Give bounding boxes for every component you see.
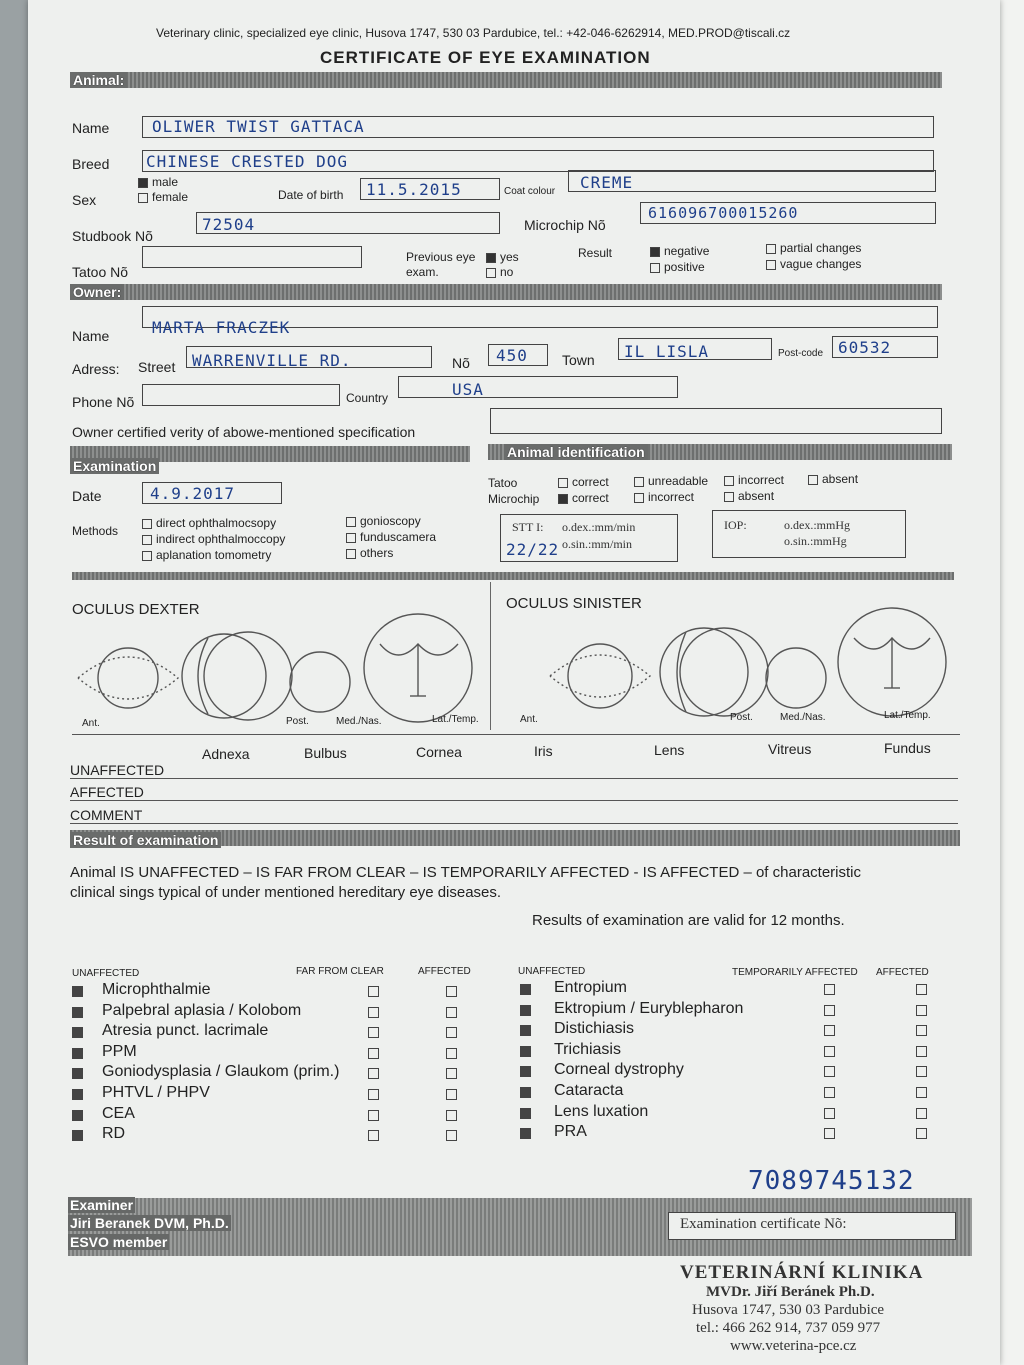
left-disease-label: Palpebral aplasia / Kolobom — [102, 1001, 302, 1019]
right-header-unaffected: UNAFFECTED — [518, 966, 586, 977]
microchip-absent-checkbox[interactable] — [724, 492, 734, 502]
left-affected-checkbox[interactable] — [446, 1048, 457, 1059]
unaffected-row-label: UNAFFECTED — [70, 762, 165, 778]
left-unaffected-checkbox[interactable] — [72, 1007, 83, 1018]
od-post-label: Post. — [286, 716, 309, 727]
comment-rule — [70, 823, 958, 824]
left-unaffected-checkbox[interactable] — [72, 1027, 83, 1038]
prev-no-label: no — [500, 265, 514, 279]
tatoo-incorrect-option[interactable] — [724, 473, 784, 487]
col-iris: Iris — [534, 743, 553, 759]
method-gonioscopy[interactable] — [346, 514, 421, 528]
left-header-far-from-clear: FAR FROM CLEAR — [296, 966, 384, 977]
left-disease-label: RD — [102, 1125, 126, 1143]
method-funduscamera-checkbox[interactable] — [346, 533, 356, 543]
right-unaffected-checkbox[interactable] — [520, 1025, 531, 1036]
stt-label: STT I: — [512, 520, 544, 534]
os-ant-label: Ant. — [520, 714, 538, 725]
left-affected-checkbox[interactable] — [446, 986, 457, 997]
town-label: Town — [562, 352, 595, 368]
owner-band — [70, 284, 942, 300]
unaffected-rule — [70, 778, 958, 779]
negative-option[interactable] — [650, 244, 709, 258]
right-unaffected-checkbox[interactable] — [520, 1066, 531, 1077]
owner-name-value: MARTA FRACZEK — [152, 318, 291, 337]
dob-value: 11.5.2015 — [366, 180, 462, 199]
comment-row-label: COMMENT — [70, 807, 143, 823]
microchip-incorrect-option[interactable] — [634, 490, 694, 504]
negative-checkbox[interactable] — [650, 247, 660, 257]
breed-value: CHINESE CRESTED DOG — [146, 152, 349, 171]
method-gonioscopy-checkbox[interactable] — [346, 517, 356, 527]
partial-option[interactable] — [766, 241, 861, 255]
method-others-label: others — [360, 546, 394, 560]
negative-label: negative — [664, 244, 710, 258]
od-ant-label: Ant. — [82, 718, 100, 729]
examiner-section-label: Examiner — [70, 1197, 134, 1213]
result-section-label: Result of examination — [70, 832, 221, 848]
exam-date-value: 4.9.2017 — [150, 484, 236, 503]
method-indirect[interactable] — [142, 532, 285, 546]
result-statement-line1: Animal IS UNAFFECTED – IS FAR FROM CLEAR – IS TEMPORARILY AFFECTED - IS AFFECTED – of characteristic — [70, 864, 862, 881]
method-direct-checkbox[interactable] — [142, 519, 152, 529]
coat-label: Coat colour — [504, 186, 556, 197]
stamp-phone: tel.: 466 262 914, 737 059 977 — [696, 1320, 881, 1336]
tatoo-unreadable-option[interactable] — [634, 474, 708, 488]
sex-label: Sex — [72, 192, 97, 208]
right-disease-label: Trichiasis — [554, 1040, 621, 1058]
oculus-sinister-label: OCULUS SINISTER — [506, 595, 642, 612]
country-value: USA — [452, 380, 484, 399]
examiner-esvo: ESVO member — [70, 1234, 168, 1250]
clinic-header: Veterinary clinic, specialized eye clinic, Husova 1747, 530 03 Pardubice, tel.: +42-046-6262914, MED.PROD@tiscali.cz — [156, 26, 791, 40]
method-tonometry-checkbox[interactable] — [142, 551, 152, 561]
positive-option[interactable] — [650, 260, 705, 274]
method-tonometry-label: aplanation tomometry — [156, 548, 272, 562]
right-affected-checkbox[interactable] — [916, 1087, 927, 1098]
prev-exam-label: Previous eye — [406, 250, 476, 264]
method-gonioscopy-label: gonioscopy — [360, 514, 421, 528]
left-affected-checkbox[interactable] — [446, 1110, 457, 1121]
postcode-value: 60532 — [838, 338, 892, 357]
left-mid-checkbox[interactable] — [368, 1089, 379, 1100]
columns-top-rule — [72, 734, 960, 735]
female-label: female — [152, 190, 189, 204]
right-disease-label: Cataracta — [554, 1082, 624, 1099]
col-fundus: Fundus — [884, 740, 931, 756]
method-others[interactable] — [346, 546, 393, 560]
os-lattemp-label: Lat./Temp. — [884, 710, 931, 721]
left-mid-checkbox[interactable] — [368, 1027, 379, 1038]
microchip-correct-checkbox[interactable] — [558, 494, 568, 504]
phone-label: Phone Nõ — [72, 394, 135, 410]
right-unaffected-checkbox[interactable] — [520, 1087, 531, 1098]
right-affected-checkbox[interactable] — [916, 1046, 927, 1057]
left-mid-checkbox[interactable] — [368, 1048, 379, 1059]
left-affected-checkbox[interactable] — [446, 1089, 457, 1100]
iop-label: IOP: — [724, 518, 747, 532]
tatoo-unreadable-label: unreadable — [648, 474, 709, 488]
street-label: Street — [138, 359, 176, 375]
method-indirect-label: indirect ophthalmoccopy — [156, 532, 286, 546]
tatoo-unreadable-checkbox[interactable] — [634, 477, 644, 487]
id-microchip-label: Microchip — [488, 492, 540, 506]
right-affected-checkbox[interactable] — [916, 1066, 927, 1077]
eye-band — [72, 572, 954, 580]
right-mid-checkbox[interactable] — [824, 1005, 835, 1016]
left-disease-label: Atresia punct. lacrimale — [102, 1022, 269, 1040]
left-disease-label: PPM — [102, 1042, 137, 1060]
left-disease-label: Microphthalmie — [102, 981, 211, 998]
right-mid-checkbox[interactable] — [824, 1108, 835, 1119]
right-affected-checkbox[interactable] — [916, 984, 927, 995]
partial-label: partial changes — [780, 241, 862, 255]
id-tatoo-label: Tatoo — [488, 476, 518, 490]
tatoo-incorrect-label: incorrect — [738, 473, 785, 487]
animal-section-label: Animal: — [70, 72, 127, 88]
tatoo-incorrect-checkbox[interactable] — [724, 476, 734, 486]
right-mid-checkbox[interactable] — [824, 1066, 835, 1077]
male-label: male — [152, 175, 179, 189]
address-label: Adress: — [72, 361, 120, 377]
col-vitreus: Vitreus — [768, 741, 812, 757]
right-affected-checkbox[interactable] — [916, 1025, 927, 1036]
col-adnexa: Adnexa — [202, 746, 250, 762]
country-label: Country — [346, 391, 389, 405]
vague-option[interactable] — [766, 257, 861, 271]
right-affected-checkbox[interactable] — [916, 1005, 927, 1016]
vague-label: vague changes — [780, 257, 862, 271]
left-affected-checkbox[interactable] — [446, 1007, 457, 1018]
right-mid-checkbox[interactable] — [824, 1087, 835, 1098]
left-affected-checkbox[interactable] — [446, 1130, 457, 1141]
stt-dex-unit: o.dex.:mm/min — [562, 520, 636, 534]
certificate-number-label: Examination certificate Nõ: — [680, 1216, 847, 1232]
phone-field[interactable] — [142, 384, 340, 406]
methods-label: Methods — [72, 524, 119, 538]
coat-value: CREME — [580, 173, 634, 192]
left-unaffected-checkbox[interactable] — [72, 986, 83, 997]
left-unaffected-checkbox[interactable] — [72, 1110, 83, 1121]
house-no-label: Nõ — [452, 355, 470, 371]
microchip-correct-option[interactable] — [558, 491, 609, 505]
stamp-address: Husova 1747, 530 03 Pardubice — [692, 1302, 885, 1318]
owner-signature-field[interactable] — [490, 408, 942, 434]
right-affected-checkbox[interactable] — [916, 1108, 927, 1119]
col-cornea: Cornea — [416, 744, 462, 760]
town-value: IL LISLA — [624, 342, 710, 361]
iop-dex-unit: o.dex.:mmHg — [784, 518, 850, 532]
tatoo-correct-label: correct — [572, 475, 609, 489]
left-header-affected: AFFECTED — [418, 966, 471, 977]
certificate-number-handwritten: 7089745132 — [748, 1166, 915, 1196]
right-unaffected-checkbox[interactable] — [520, 1005, 531, 1016]
right-unaffected-checkbox[interactable] — [520, 1128, 531, 1139]
country-field[interactable] — [398, 376, 678, 398]
right-header-affected: AFFECTED — [876, 967, 929, 978]
left-affected-checkbox[interactable] — [446, 1027, 457, 1038]
microchip-absent-option[interactable] — [724, 489, 774, 503]
left-unaffected-checkbox[interactable] — [72, 1048, 83, 1059]
left-unaffected-checkbox[interactable] — [72, 1068, 83, 1079]
right-header-temporarily-affected: TEMPORARILY AFFECTED — [732, 967, 858, 978]
tatoo-field[interactable] — [142, 246, 362, 268]
right-unaffected-checkbox[interactable] — [520, 1046, 531, 1057]
stamp-doctor: MVDr. Jiří Beránek Ph.D. — [706, 1284, 875, 1300]
right-disease-label: Lens luxation — [554, 1102, 649, 1120]
od-mednas-label: Med./Nas. — [336, 716, 382, 727]
prev-yes-option[interactable] — [486, 250, 519, 264]
tatoo-absent-label: absent — [822, 472, 859, 486]
microchip-correct-label: correct — [572, 491, 609, 505]
vague-checkbox[interactable] — [766, 260, 776, 270]
col-lens: Lens — [654, 742, 685, 758]
right-mid-checkbox[interactable] — [824, 1046, 835, 1057]
positive-checkbox[interactable] — [650, 263, 660, 273]
microchip-label: Microchip Nõ — [524, 217, 606, 233]
exam-date-label: Date — [72, 488, 102, 504]
method-others-checkbox[interactable] — [346, 549, 356, 559]
street-value: WARRENVILLE RD. — [192, 351, 352, 370]
left-unaffected-checkbox[interactable] — [72, 1130, 83, 1141]
microchip-incorrect-checkbox[interactable] — [634, 493, 644, 503]
affected-row-label: AFFECTED — [70, 784, 144, 800]
animal-name-value: OLIWER TWIST GATTACA — [152, 117, 365, 136]
studbook-label: Studbook Nõ — [72, 228, 153, 244]
od-lattemp-label: Lat./Temp. — [432, 714, 479, 725]
left-mid-checkbox[interactable] — [368, 1007, 379, 1018]
result-label: Result — [578, 246, 613, 260]
result-band — [70, 830, 960, 846]
left-mid-checkbox[interactable] — [368, 1130, 379, 1141]
left-disease-label: PHTVL / PHPV — [102, 1084, 210, 1101]
tatoo-correct-option[interactable] — [558, 475, 609, 489]
prev-yes-checkbox[interactable] — [486, 253, 496, 263]
certificate-title: CERTIFICATE OF EYE EXAMINATION — [320, 48, 651, 67]
stamp-web: www.veterina-pce.cz — [730, 1338, 857, 1354]
method-funduscamera-label: funduscamera — [360, 530, 437, 544]
left-mid-checkbox[interactable] — [368, 1110, 379, 1121]
col-bulbus: Bulbus — [304, 745, 347, 761]
right-mid-checkbox[interactable] — [824, 1025, 835, 1036]
examination-band — [70, 446, 470, 474]
animal-band — [70, 72, 942, 88]
tatoo-correct-checkbox[interactable] — [558, 478, 568, 488]
prev-yes-label: yes — [500, 250, 519, 264]
right-affected-checkbox[interactable] — [916, 1128, 927, 1139]
breed-label: Breed — [72, 156, 110, 172]
male-checkbox[interactable] — [138, 178, 148, 188]
house-no-value: 450 — [496, 346, 528, 365]
method-tonometry[interactable] — [142, 548, 271, 562]
tatoo-absent-checkbox[interactable] — [808, 475, 818, 485]
stt-sin-unit: o.sin.:mm/min — [562, 537, 633, 551]
result-statement-line2: clinical sings typical of under mentioned hereditary eye diseases. — [70, 884, 502, 901]
oculus-dexter-label: OCULUS DEXTER — [72, 601, 200, 618]
prev-exam-label-2: exam. — [406, 265, 439, 279]
microchip-value: 616096700015260 — [648, 204, 799, 222]
positive-label: positive — [664, 260, 705, 274]
left-unaffected-checkbox[interactable] — [72, 1089, 83, 1100]
postcode-label: Post-code — [778, 348, 824, 359]
left-mid-checkbox[interactable] — [368, 1068, 379, 1079]
stt-value: 22/22 — [506, 540, 560, 559]
studbook-value: 72504 — [202, 215, 256, 234]
microchip-incorrect-label: incorrect — [648, 490, 695, 504]
name-label: Name — [72, 120, 110, 136]
examiner-name: Jiri Beranek DVM, Ph.D. — [70, 1215, 229, 1231]
method-direct[interactable] — [142, 516, 276, 530]
os-mednas-label: Med./Nas. — [780, 712, 826, 723]
left-header-unaffected: UNAFFECTED — [72, 968, 140, 979]
left-affected-checkbox[interactable] — [446, 1068, 457, 1079]
right-unaffected-checkbox[interactable] — [520, 984, 531, 995]
method-funduscamera[interactable] — [346, 530, 436, 544]
right-disease-label: Entropium — [554, 979, 627, 996]
dob-label: Date of birth — [278, 188, 344, 202]
owner-certified-text: Owner certified verity of abowe-mentioned specification — [72, 424, 416, 440]
tatoo-absent-option[interactable] — [808, 472, 858, 486]
left-disease-label: CEA — [102, 1104, 135, 1122]
method-direct-label: direct ophthalmocsopy — [156, 516, 277, 530]
right-disease-label: Corneal dystrophy — [554, 1061, 684, 1079]
right-disease-label: Ektropium / Euryblepharon — [554, 999, 744, 1017]
partial-checkbox[interactable] — [766, 244, 776, 254]
iop-sin-unit: o.sin.:mmHg — [784, 534, 847, 548]
prev-no-checkbox[interactable] — [486, 268, 496, 278]
certificate-page — [28, 0, 1000, 1365]
stamp-clinic: VETERINÁRNÍ KLINIKA — [680, 1262, 924, 1283]
owner-name-label: Name — [72, 328, 110, 344]
right-mid-checkbox[interactable] — [824, 1128, 835, 1139]
owner-section-label: Owner: — [70, 284, 124, 300]
affected-rule — [70, 800, 958, 801]
left-mid-checkbox[interactable] — [368, 986, 379, 997]
examination-section-label: Examination — [70, 458, 159, 474]
right-disease-label: Distichiasis — [554, 1020, 635, 1038]
result-validity: Results of examination are valid for 12 months. — [532, 912, 845, 929]
microchip-absent-label: absent — [738, 489, 775, 503]
prev-no-option[interactable] — [486, 265, 513, 279]
identification-section-label: Animal identification — [504, 444, 648, 460]
tatoo-label: Tatoo Nõ — [72, 264, 129, 280]
identification-band — [488, 444, 952, 460]
os-post-label: Post. — [730, 712, 753, 723]
method-indirect-checkbox[interactable] — [142, 535, 152, 545]
left-disease-label: Goniodysplasia / Glaukom (prim.) — [102, 1063, 340, 1081]
sex-male-option[interactable] — [138, 175, 178, 189]
sex-female-option[interactable] — [138, 190, 188, 204]
female-checkbox[interactable] — [138, 193, 148, 203]
right-mid-checkbox[interactable] — [824, 984, 835, 995]
right-unaffected-checkbox[interactable] — [520, 1108, 531, 1119]
right-disease-label: PRA — [554, 1123, 587, 1141]
